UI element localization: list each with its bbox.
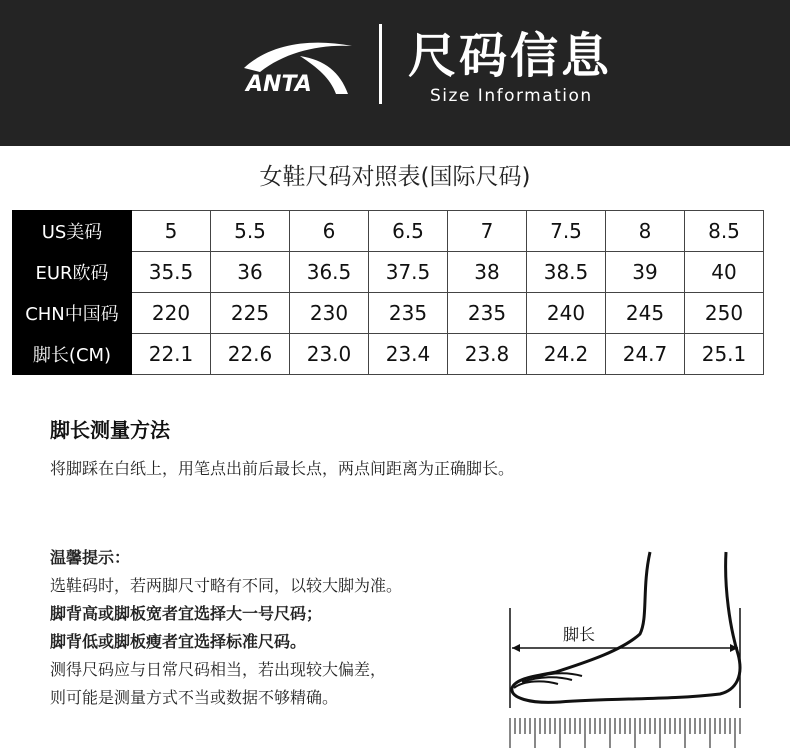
table-cell: 36.5 <box>290 252 369 293</box>
method-text: 将脚踩在白纸上，用笔点出前后最长点，两点间距离为正确脚长。 <box>50 459 515 478</box>
table-cell: 8 <box>606 211 685 252</box>
table-cell: 39 <box>606 252 685 293</box>
table-cell: 6.5 <box>369 211 448 252</box>
page-title: 尺码信息 <box>408 28 613 84</box>
tips-line: 测得尺码应与日常尺码相当，若出现较大偏差， <box>50 660 387 679</box>
table-cell: 230 <box>290 293 369 334</box>
brand-name: ANTA <box>246 72 312 97</box>
header-banner <box>0 0 790 146</box>
table-row <box>13 211 764 252</box>
table-cell: 6 <box>290 211 369 252</box>
table-cell: 225 <box>211 293 290 334</box>
size-table-title: 女鞋尺码对照表(国际尺码) <box>259 164 531 190</box>
page-subtitle: Size Information <box>430 86 593 106</box>
table-cell: 8.5 <box>685 211 764 252</box>
row-header: CHN中国码 <box>13 293 132 334</box>
table-cell: 7 <box>448 211 527 252</box>
tips-line: 选鞋码时，若两脚尺寸略有不同，以较大脚为准。 <box>50 576 403 595</box>
table-cell: 220 <box>132 293 211 334</box>
table-cell: 250 <box>685 293 764 334</box>
table-cell: 38 <box>448 252 527 293</box>
tips-section <box>50 544 402 712</box>
row-header: EUR欧码 <box>13 252 132 293</box>
table-cell: 36 <box>211 252 290 293</box>
table-cell: 22.1 <box>132 334 211 375</box>
table-cell: 24.2 <box>527 334 606 375</box>
table-cell: 23.8 <box>448 334 527 375</box>
foot-length-label: 脚长 <box>563 625 596 644</box>
method-title: 脚长测量方法 <box>50 418 170 442</box>
table-row <box>13 293 764 334</box>
table-cell: 23.4 <box>369 334 448 375</box>
table-cell: 235 <box>448 293 527 334</box>
tips-line: 则可能是测量方式不当或数据不够精确。 <box>50 688 339 707</box>
table-cell: 5.5 <box>211 211 290 252</box>
table-cell: 22.6 <box>211 334 290 375</box>
table-cell: 38.5 <box>527 252 606 293</box>
tips-line: 脚背高或脚板宽者宜选择大一号尺码； <box>50 604 323 623</box>
table-cell: 240 <box>527 293 606 334</box>
table-cell: 23.0 <box>290 334 369 375</box>
table-cell: 35.5 <box>132 252 211 293</box>
table-cell: 245 <box>606 293 685 334</box>
table-cell: 235 <box>369 293 448 334</box>
foot-measure-diagram <box>500 548 750 756</box>
table-cell: 37.5 <box>369 252 448 293</box>
header-divider <box>379 24 382 104</box>
table-row <box>13 252 764 293</box>
row-header: US美码 <box>13 211 132 252</box>
tips-title: 温馨提示： <box>50 548 131 567</box>
table-cell: 24.7 <box>606 334 685 375</box>
table-cell: 40 <box>685 252 764 293</box>
table-row <box>13 334 764 375</box>
size-chart-table <box>12 210 764 375</box>
table-cell: 7.5 <box>527 211 606 252</box>
table-cell: 5 <box>132 211 211 252</box>
table-cell: 25.1 <box>685 334 764 375</box>
row-header: 脚长(CM) <box>13 334 132 375</box>
tips-line: 脚背低或脚板瘦者宜选择标准尺码。 <box>50 632 307 651</box>
